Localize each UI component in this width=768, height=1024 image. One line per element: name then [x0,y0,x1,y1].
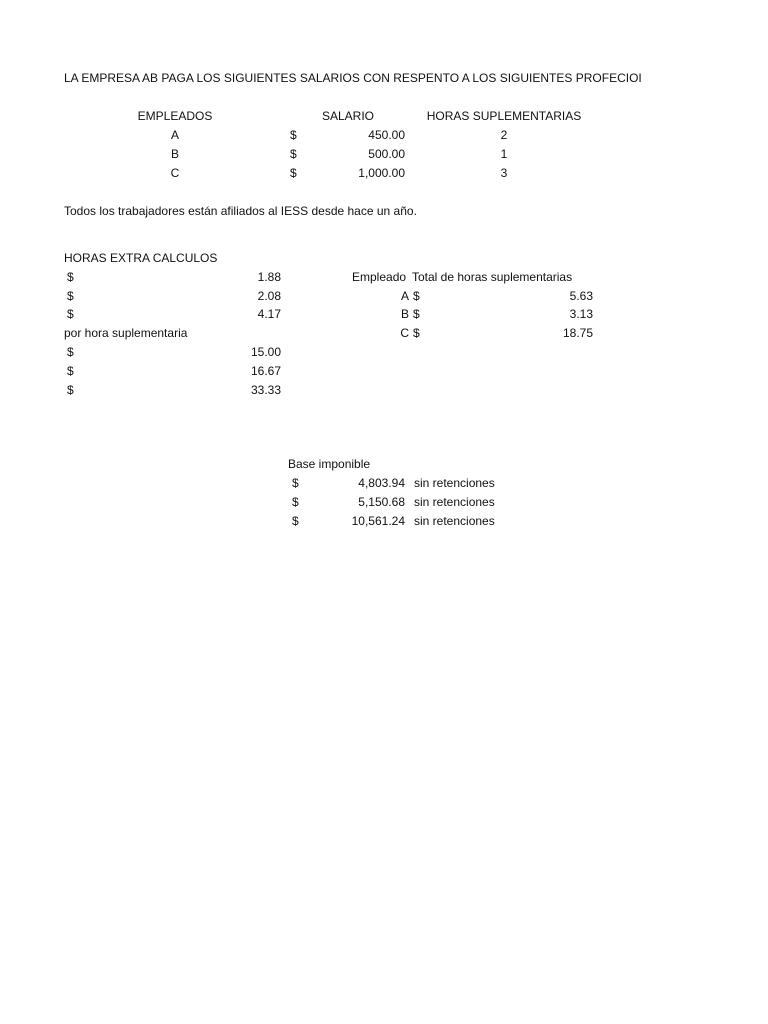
totals-value: 3.13 [569,307,593,321]
extra-hours-cell: 3 [500,166,508,180]
currency-symbol: $ [67,270,74,284]
currency-symbol: $ [413,289,420,303]
totals-value: 5.63 [569,289,593,303]
totals-employee-cell: C [400,326,409,340]
currency-symbol: $ [290,147,297,161]
employee-cell: A [170,128,180,142]
currency-symbol: $ [413,307,420,321]
currency-symbol: $ [292,476,299,490]
currency-symbol: $ [290,166,297,180]
currency-symbol: $ [67,289,74,303]
base-imponible-value: 4,803.94 [358,476,405,490]
currency-symbol: $ [290,128,297,142]
page-title: LA EMPRESA AB PAGA LOS SIGUIENTES SALARIOS CON RESPENTO A LOS SIGUIENTES PROFECIOI [64,71,642,85]
per-hour-value: 15.00 [250,345,281,359]
salary-cell: 500.00 [368,147,405,161]
calculation-value: 1.88 [257,270,281,284]
column-header-extra-hours: HORAS SUPLEMENTARIAS [426,109,582,123]
totals-header-employee: Empleado [352,270,407,284]
currency-symbol: $ [67,364,74,378]
per-hour-value: 33.33 [250,383,281,397]
totals-header-total: Total de horas suplementarias [412,270,573,284]
iess-note: Todos los trabajadores están afiliados al IESS desde hace un año. [64,204,417,218]
calculations-title: HORAS EXTRA CALCULOS [64,251,218,265]
retention-note: sin retenciones [414,514,495,528]
salary-cell: 450.00 [368,128,405,142]
totals-employee-cell: B [400,307,409,321]
per-hour-label: por hora suplementaria [64,326,188,340]
base-imponible-title: Base imponible [288,457,371,471]
employee-cell: C [170,166,180,180]
base-imponible-value: 5,150.68 [358,495,405,509]
currency-symbol: $ [67,383,74,397]
retention-note: sin retenciones [414,476,495,490]
currency-symbol: $ [67,307,74,321]
currency-symbol: $ [292,495,299,509]
base-imponible-value: 10,561.24 [351,514,405,528]
totals-value: 18.75 [562,326,593,340]
calculation-value: 2.08 [257,289,281,303]
employee-cell: B [170,147,180,161]
column-header-employees: EMPLEADOS [137,109,213,123]
retention-note: sin retenciones [414,495,495,509]
extra-hours-cell: 2 [500,128,508,142]
currency-symbol: $ [67,345,74,359]
column-header-salary: SALARIO [321,109,375,123]
currency-symbol: $ [413,326,420,340]
totals-employee-cell: A [400,289,409,303]
calculation-value: 4.17 [257,307,281,321]
currency-symbol: $ [292,514,299,528]
salary-cell: 1,000.00 [358,166,405,180]
per-hour-value: 16.67 [250,364,281,378]
extra-hours-cell: 1 [500,147,508,161]
